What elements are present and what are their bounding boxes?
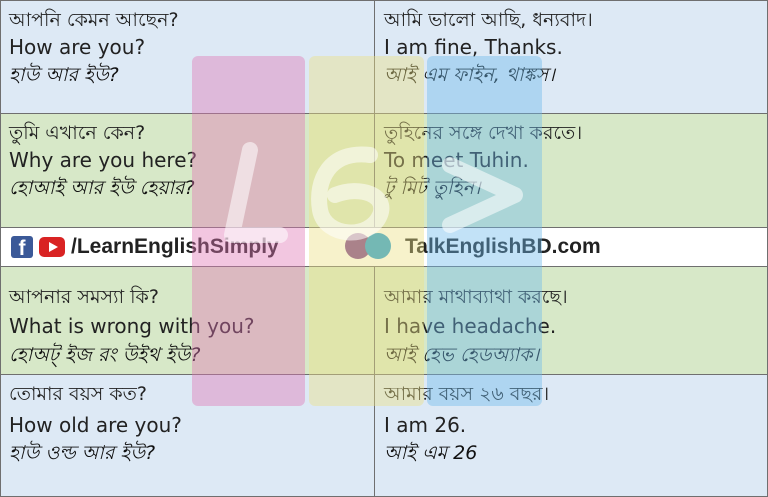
answer-cell xyxy=(375,114,768,228)
answer-cell xyxy=(375,375,768,497)
english-text: I am fine, Thanks. xyxy=(384,35,563,59)
english-text: Why are you here? xyxy=(9,148,198,172)
english-text: How old are you? xyxy=(9,413,182,437)
table-row xyxy=(0,114,768,228)
social-links xyxy=(11,233,279,261)
question-cell xyxy=(0,375,375,497)
pronunciation-text: টু মিট তুহিন। xyxy=(384,177,481,199)
table-row xyxy=(0,375,768,497)
table-row xyxy=(0,0,768,114)
bangla-text: তোমার বয়স কত? xyxy=(9,383,148,405)
bangla-text: আমার বয়স ২৬ বছর। xyxy=(384,383,550,405)
bangla-text: আপনার সমস্যা কি? xyxy=(9,286,159,308)
pronunciation-text: আই এম ফাইন, থাঙ্কস। xyxy=(384,64,555,86)
english-text: How are you? xyxy=(9,35,146,59)
chat-bubbles-icon xyxy=(345,232,395,262)
bangla-text: তুহিনের সঙ্গে দেখা করতে। xyxy=(384,122,583,144)
pronunciation-text: আই হেভ হেডঅ্যাক। xyxy=(384,344,540,366)
question-cell xyxy=(0,0,375,114)
answer-cell xyxy=(375,0,768,114)
pronunciation-text: হোআই আর ইউ হেয়ার? xyxy=(9,177,195,199)
site-link xyxy=(345,233,601,261)
english-text: I have headache. xyxy=(384,314,557,338)
pronunciation-text: হোঅট্ ইজ রং উইথ ইউ? xyxy=(9,344,201,366)
pronunciation-text: হাউ আর ইউ? xyxy=(9,64,119,86)
english-text: I am 26. xyxy=(384,413,467,437)
english-text: What is wrong with you? xyxy=(9,314,255,338)
bangla-text: তুমি এখানে কেন? xyxy=(9,122,146,144)
pronunciation-text: আই এম 26 xyxy=(384,442,478,464)
pronunciation-text: হাউ ওল্ড আর ইউ? xyxy=(9,442,156,464)
bangla-text: আমার মাথাব্যাথা করছে। xyxy=(384,286,568,308)
youtube-icon[interactable] xyxy=(39,237,65,257)
promo-banner xyxy=(0,228,768,266)
table-row xyxy=(0,266,768,375)
english-text: To meet Tuhin. xyxy=(384,148,529,172)
social-handle[interactable]: /LearnEnglishSimply xyxy=(71,235,279,258)
site-name[interactable]: TalkEnglishBD.com xyxy=(405,235,601,258)
answer-cell xyxy=(375,266,768,375)
question-cell xyxy=(0,114,375,228)
bangla-text: আমি ভালো আছি, ধন্যবাদ। xyxy=(384,9,593,31)
facebook-icon[interactable]: f xyxy=(11,236,33,258)
bangla-text: আপনি কেমন আছেন? xyxy=(9,9,179,31)
question-cell xyxy=(0,266,375,375)
